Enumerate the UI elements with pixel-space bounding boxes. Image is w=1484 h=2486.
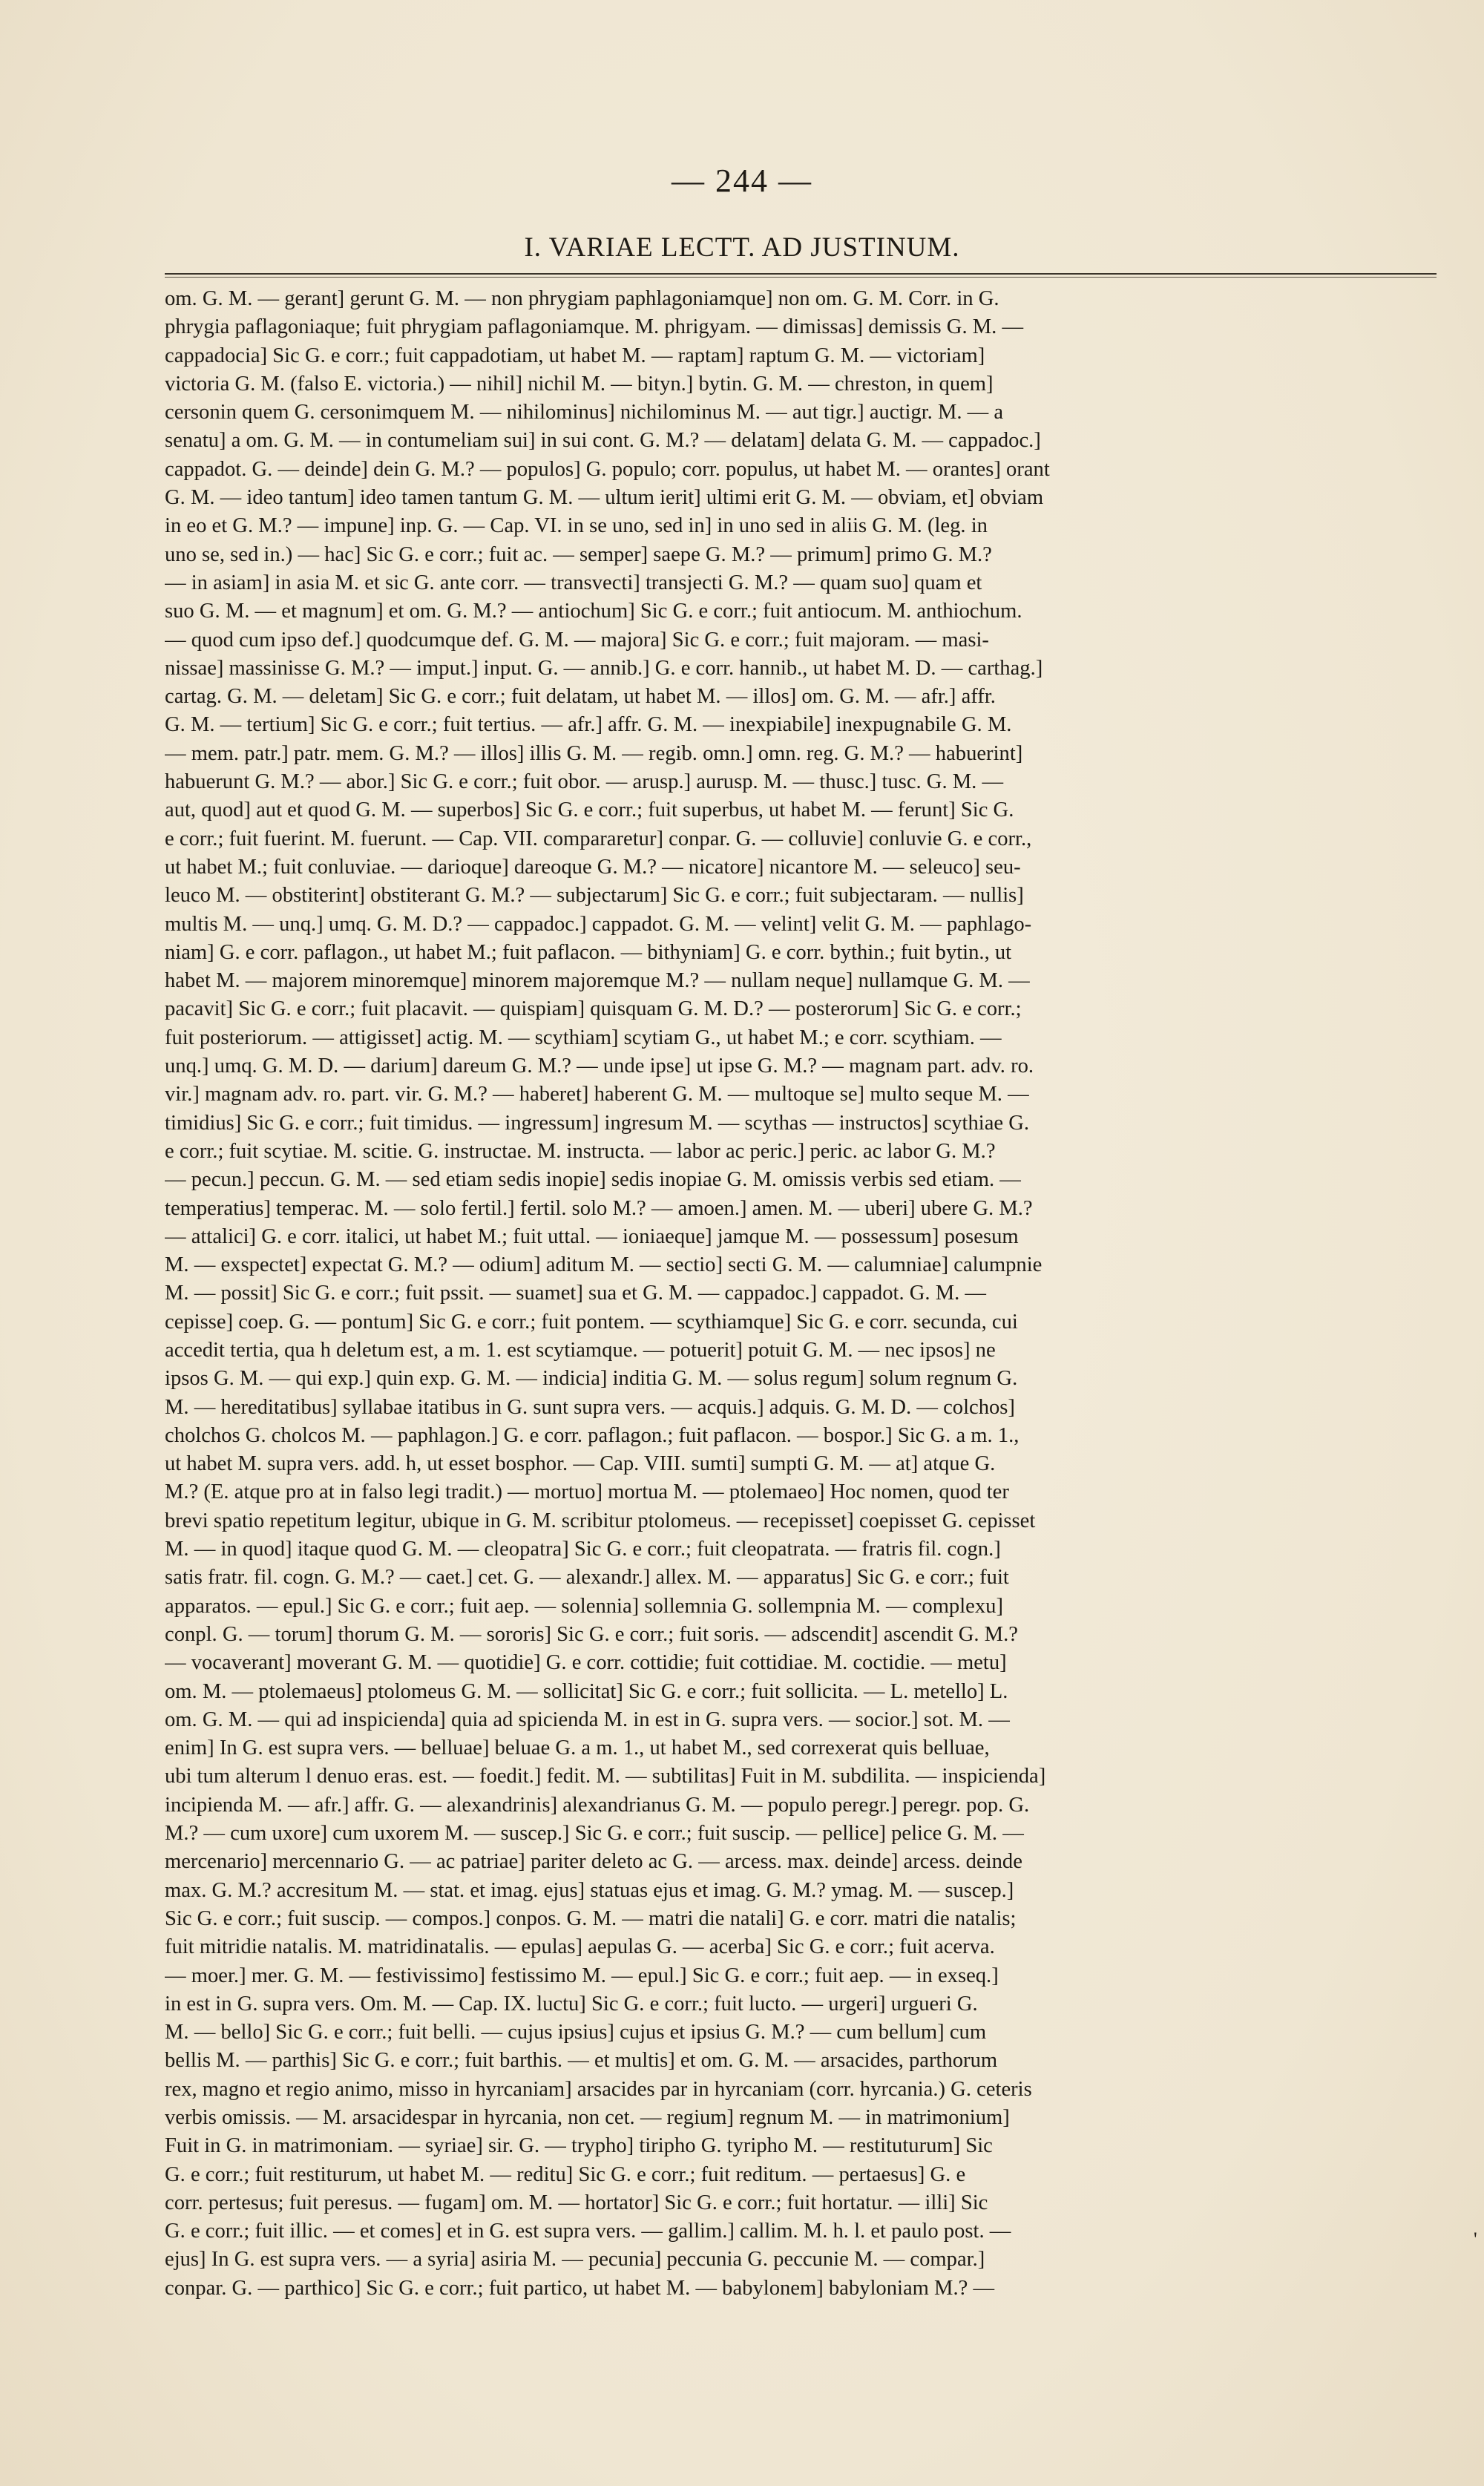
text-line: M.? — cum uxore] cum uxorem M. — suscep.] Sic G. e corr.; fuit suscip. — pellice] pelice G. M. —	[165, 1822, 1024, 1846]
text-line: Sic G. e corr.; fuit suscip. — compos.] conpos. G. M. — matri die natali] G. e corr. matri die natalis;	[165, 1906, 1017, 1930]
text-line: ipsos G. M. — qui exp.] quin exp. G. M. — indicia] inditia G. M. — solus regum] solum regnum G.	[165, 1367, 1018, 1391]
text-line: temperatius] temperac. M. — solo fertil.] fertil. solo M.? — amoen.] amen. M. — uberi] ubere G. M.?	[165, 1196, 1033, 1220]
text-line: M. — exspectet] expectat G. M.? — odium] aditum M. — sectio] secti G. M. — calumniae] calumpnie	[165, 1253, 1043, 1277]
text-line: incipienda M. — afr.] affr. G. — alexandrinis] alexandrianus G. M. — populo peregr.] peregr. pop. G.	[165, 1793, 1030, 1817]
text-line: victoria G. M. (falso E. victoria.) — nihil] nichil M. — bityn.] bytin. G. M. — chreston, in quem]	[165, 372, 994, 396]
text-line: e corr.; fuit scytiae. M. scitie. G. instructae. M. instructa. — labor ac peric.] peric. ac labor G. M.?	[165, 1139, 996, 1163]
text-line: accedit tertia, qua h deletum est, a m. 1. est scytiamque. — potuerit] potuit G. M. — nec ipsos] ne	[165, 1338, 996, 1362]
text-line: unq.] umq. G. M. D. — darium] dareum G. M.? — unde ipse] ut ipse G. M.? — magnam part. adv. ro.	[165, 1055, 1034, 1078]
text-line: M.? (E. atque pro at in falso legi tradit.) — mortuo] mortua M. — ptolemaeo] Hoc nomen, quod ter	[165, 1480, 1009, 1504]
text-line: om. M. — ptolemaeus] ptolomeus G. M. — sollicitat] Sic G. e corr.; fuit sollicita. — L. metello] L.	[165, 1679, 1008, 1703]
section-heading: I. VARIAE LECTT. AD JUSTINUM.	[524, 232, 960, 263]
text-line: ejus] In G. est supra vers. — a syria] asiria M. — pecunia] peccunia G. peccunie M. — compar.]	[165, 2248, 985, 2272]
text-line: nissae] massinisse G. M.? — imput.] input. G. — annib.] G. e corr. hannib., ut habet M. D. — carthag.]	[165, 656, 1043, 680]
text-line: G. e corr.; fuit illic. — et comes] et in G. est supra vers. — gallim.] callim. M. h. l. et paulo post. —	[165, 2220, 1011, 2243]
text-line: — pecun.] peccun. G. M. — sed etiam sedis inopie] sedis inopiae G. M. omissis verbis sed etiam. —	[165, 1168, 1021, 1192]
text-line: satis fratr. fil. cogn. G. M.? — caet.] cet. G. — alexandr.] allex. M. — apparatus] Sic G. e corr.; fuit	[165, 1566, 1009, 1590]
heading-rule	[165, 273, 1437, 275]
text-line: — quod cum ipso def.] quodcumque def. G. M. — majora] Sic G. e corr.; fuit majoram. — masi-	[165, 628, 989, 652]
text-line: — in asiam] in asia M. et sic G. ante corr. — transvecti] transjecti G. M.? — quam suo] quam et	[165, 571, 982, 594]
text-line: cartag. G. M. — deletam] Sic G. e corr.; fuit delatam, ut habet M. — illos] om. G. M. — afr.] affr.	[165, 685, 996, 709]
text-line: G. e corr.; fuit restiturum, ut habet M. — reditu] Sic G. e corr.; fuit reditum. — pertaesus] G. e	[165, 2162, 966, 2186]
text-line: om. G. M. — qui ad inspicienda] quia ad spicienda M. in est in G. supra vers. — socior.] sot. M. —	[165, 1708, 1010, 1731]
text-line: in est in G. supra vers. Om. M. — Cap. IX. luctu] Sic G. e corr.; fuit lucto. — urgeri] urgueri G.	[165, 1992, 978, 2016]
text-line: M. — hereditatibus] syllabae itatibus in G. sunt supra vers. — acquis.] adquis. G. M. D. — colchos]	[165, 1395, 1015, 1419]
text-line: habuerunt G. M.? — abor.] Sic G. e corr.; fuit obor. — arusp.] aurusp. M. — thusc.] tusc. G. M. —	[165, 770, 1004, 794]
text-line: — moer.] mer. G. M. — festivissimo] festissimo M. — epul.] Sic G. e corr.; fuit aep. — in exseq.]	[165, 1964, 999, 1987]
text-line: leuco M. — obstiterint] obstiterant G. M.? — subjectarum] Sic G. e corr.; fuit subjectaram. — nullis]	[165, 884, 1024, 908]
text-line: ubi tum alterum l denuo eras. est. — foedit.] fedit. M. — subtilitas] Fuit in M. subdilita. — inspicienda]	[165, 1765, 1046, 1788]
text-line: G. M. — tertium] Sic G. e corr.; fuit tertius. — afr.] affr. G. M. — inexpiabile] inexpugnabile G. M.	[165, 713, 1012, 737]
text-line: — attalici] G. e corr. italici, ut habet M.; fuit uttal. — ioniaeque] jamque M. — possessum] posesum	[165, 1224, 1019, 1248]
critical-apparatus-text	[165, 285, 1437, 2303]
text-line: timidius] Sic G. e corr.; fuit timidus. — ingressum] ingresum M. — scythas — instructos] scythiae G.	[165, 1111, 1030, 1135]
text-line: — mem. patr.] patr. mem. G. M.? — illos] illis G. M. — regib. omn.] omn. reg. G. M.? — habuerint]	[165, 741, 1023, 765]
text-line: cappadocia] Sic G. e corr.; fuit cappadotiam, ut habet M. — raptam] raptum G. M. — victoriam]	[165, 344, 985, 367]
text-line: in eo et G. M.? — impune] inp. G. — Cap. VI. in se uno, sed in] in uno sed in aliis G. M. (leg. in	[165, 514, 988, 538]
text-line: om. G. M. — gerant] gerunt G. M. — non phrygiam paphlagoniamque] non om. G. M. Corr. in G.	[165, 287, 999, 310]
text-line: conpl. G. — torum] thorum G. M. — sororis] Sic G. e corr.; fuit soris. — adscendit] ascendit G. M.?	[165, 1622, 1018, 1646]
text-line: uno se, sed in.) — hac] Sic G. e corr.; fuit ac. — semper] saepe G. M.? — primum] primo G. M.?	[165, 542, 992, 566]
text-line: aut, quod] aut et quod G. M. — superbos] Sic G. e corr.; fuit superbus, ut habet M. — ferunt] Sic G.	[165, 798, 1014, 822]
text-line: enim] In G. est supra vers. — belluae] beluae G. a m. 1., ut habet M., sed correxerat quis belluae,	[165, 1736, 990, 1760]
text-line: M. — possit] Sic G. e corr.; fuit pssit. — suamet] sua et G. M. — cappadoc.] cappadot. G. M. —	[165, 1282, 987, 1305]
text-line: fuit mitridie natalis. M. matridinatalis. — epulas] aepulas G. — acerba] Sic G. e corr.; fuit acerva.	[165, 1935, 995, 1959]
text-line: e corr.; fuit fuerint. M. fuerunt. — Cap. VII. compararetur] conpar. G. — colluvie] conluvie G. e corr.,	[165, 827, 1032, 850]
text-line: cersonin quem G. cersonimquem M. — nihilominus] nichilominus M. — aut tigr.] auctigr. M. — a	[165, 401, 1004, 424]
text-line: brevi spatio repetitum legitur, ubique in G. M. scribitur ptolomeus. — recepisset] coepisset G. cepisset	[165, 1509, 1036, 1532]
text-line: cholchos G. cholcos M. — paphlagon.] G. e corr. paflagon.; fuit paflacon. — bospor.] Sic G. a m. 1.,	[165, 1423, 1020, 1447]
text-line: habet M. — majorem minoremque] minorem majoremque M.? — nullam neque] nullamque G. M. —	[165, 969, 1030, 993]
text-line: senatu] a om. G. M. — in contumeliam sui] in sui cont. G. M.? — delatam] delata G. M. — cappadoc.]	[165, 429, 1041, 453]
text-line: conpar. G. — parthico] Sic G. e corr.; fuit partico, ut habet M. — babylonem] babyloniam M.? —	[165, 2276, 995, 2300]
text-line: ut habet M. supra vers. add. h, ut esset bosphor. — Cap. VIII. sumti] sumpti G. M. — at] atque G.	[165, 1452, 996, 1476]
text-line: rex, magno et regio animo, misso in hyrcaniam] arsacides par in hyrcaniam (corr. hyrcania.) G. ceteris	[165, 2077, 1032, 2101]
text-line: ut habet M.; fuit conluviae. — darioque] dareoque G. M.? — nicatore] nicantore M. — seleuco] seu-	[165, 855, 1021, 879]
margin-mark: '	[1474, 2228, 1477, 2250]
page-number: — 244 —	[672, 163, 812, 199]
text-line: mercenario] mercennario G. — ac patriae] pariter deleto ac G. — arcess. max. deinde] arcess. deinde	[165, 1850, 1022, 1874]
text-line: phrygia paflagoniaque; fuit phrygiam paflagoniamque. M. phrigyam. — dimissas] demissis G. M. —	[165, 315, 1024, 339]
text-line: multis M. — unq.] umq. G. M. D.? — cappadoc.] cappadot. G. M. — velint] velit G. M. — paphlago-	[165, 912, 1032, 936]
heading-rule-thin	[165, 277, 1437, 278]
text-line: Fuit in G. in matrimoniam. — syriae] sir. G. — trypho] tiripho G. tyripho M. — restituturum] Sic	[165, 2134, 993, 2158]
text-line: apparatos. — epul.] Sic G. e corr.; fuit aep. — solennia] sollemnia G. sollempnia M. — complexu]	[165, 1594, 1003, 1618]
text-line: pacavit] Sic G. e corr.; fuit placavit. — quispiam] quisquam G. M. D.? — posterorum] Sic G. e corr.;	[165, 997, 1022, 1021]
text-line: cepisse] coep. G. — pontum] Sic G. e corr.; fuit pontem. — scythiamque] Sic G. e corr. secunda, cui	[165, 1310, 1018, 1334]
text-line: suo G. M. — et magnum] et om. G. M.? — antiochum] Sic G. e corr.; fuit antiocum. M. anthiochum.	[165, 600, 1022, 623]
text-line: vir.] magnam adv. ro. part. vir. G. M.? — haberet] haberent G. M. — multoque se] multo seque M. —	[165, 1083, 1029, 1106]
text-line: M. — bello] Sic G. e corr.; fuit belli. — cujus ipsius] cujus et ipsius G. M.? — cum bellum] cum	[165, 2021, 987, 2044]
text-line: corr. pertesus; fuit peresus. — fugam] om. M. — hortator] Sic G. e corr.; fuit hortatur. — illi] Sic	[165, 2191, 988, 2214]
text-line: max. G. M.? accresitum M. — stat. et imag. ejus] statuas ejus et imag. G. M.? ymag. M. — suscep.]	[165, 1878, 1014, 1902]
text-line: bellis M. — parthis] Sic G. e corr.; fuit barthis. — et multis] et om. G. M. — arsacides, parthorum	[165, 2049, 998, 2073]
text-line: verbis omissis. — M. arsacidespar in hyrcania, non cet. — regium] regnum M. — in matrimonium]	[165, 2106, 1010, 2129]
text-line: G. M. — ideo tantum] ideo tamen tantum G. M. — ultum ierit] ultimi erit G. M. — obviam, et] obviam	[165, 486, 1044, 510]
text-line: cappadot. G. — deinde] dein G. M.? — populos] G. populo; corr. populus, ut habet M. — orantes] orant	[165, 457, 1050, 481]
text-line: fuit posteriorum. — attigisset] actig. M. — scythiam] scytiam G., ut habet M.; e corr. scythiam. —	[165, 1026, 1002, 1049]
text-line: niam] G. e corr. paflagon., ut habet M.; fuit paflacon. — bithyniam] G. e corr. bythin.; fuit bytin., ut	[165, 940, 1012, 964]
text-line: M. — in quod] itaque quod G. M. — cleopatra] Sic G. e corr.; fuit cleopatrata. — fratris fil. cogn.]	[165, 1538, 1001, 1561]
text-line: — vocaverant] moverant G. M. — quotidie] G. e corr. cottidie; fuit cottidiae. M. coctidie. — metu]	[165, 1651, 1007, 1675]
